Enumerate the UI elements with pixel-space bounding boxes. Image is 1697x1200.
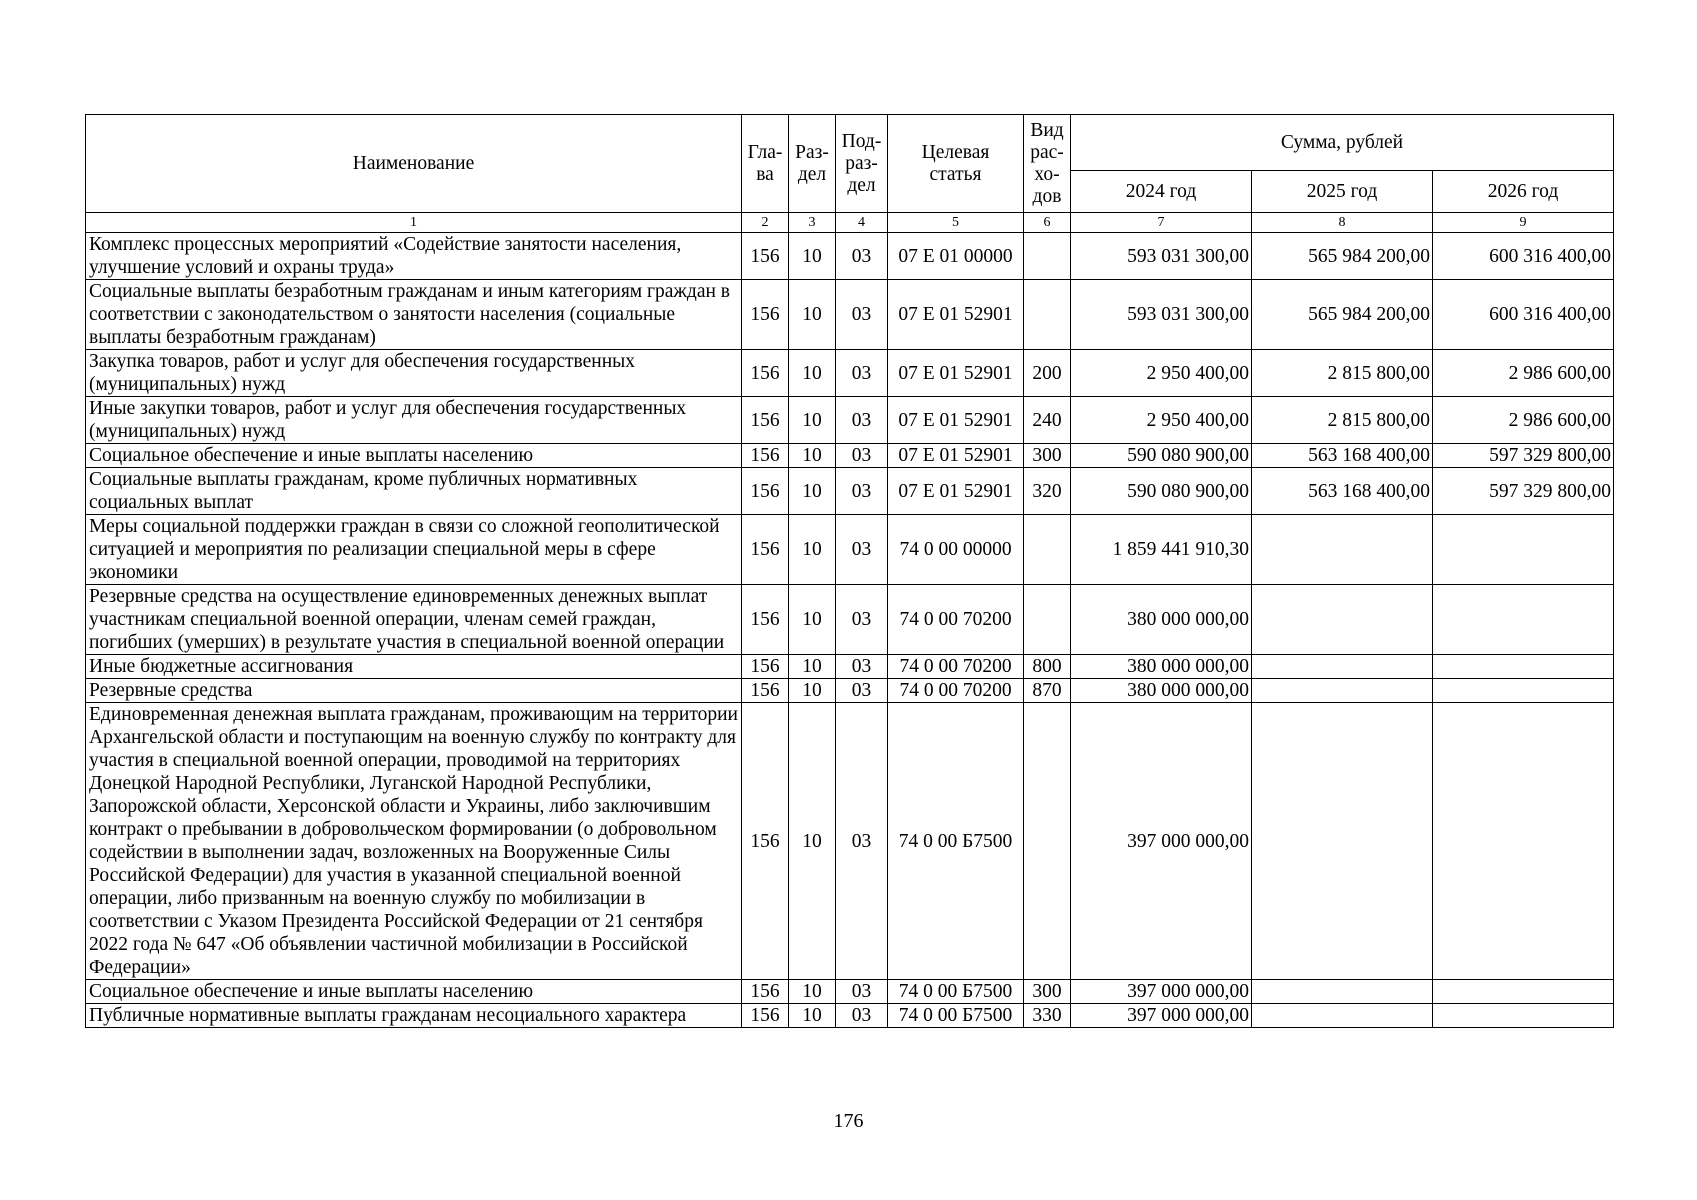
row-amount-2024: 397 000 000,00	[1071, 703, 1252, 980]
row-amount-2026	[1433, 980, 1614, 1004]
column-number: 4	[836, 213, 888, 233]
table-row	[86, 444, 1614, 468]
header-expense-type	[1024, 115, 1071, 213]
row-chapter: 156	[742, 350, 789, 397]
row-target-article: 07 Е 01 52901	[888, 444, 1024, 468]
row-section: 10	[789, 1004, 836, 1028]
row-name: Социальные выплаты гражданам, кроме публичных нормативных социальных выплат	[86, 468, 742, 515]
row-amount-2026: 600 316 400,00	[1433, 233, 1614, 280]
row-target-article: 74 0 00 70200	[888, 585, 1024, 655]
row-amount-2025: 563 168 400,00	[1252, 444, 1433, 468]
header-year-2026: 2026 год	[1433, 171, 1614, 213]
row-expense-type: 320	[1024, 468, 1071, 515]
row-section: 10	[789, 350, 836, 397]
row-subsection: 03	[836, 1004, 888, 1028]
row-amount-2026: 597 329 800,00	[1433, 444, 1614, 468]
row-amount-2025	[1252, 585, 1433, 655]
row-amount-2024: 380 000 000,00	[1071, 655, 1252, 679]
row-amount-2024: 1 859 441 910,30	[1071, 515, 1252, 585]
header-sum-group: Сумма, рублей	[1071, 115, 1614, 171]
row-amount-2025	[1252, 655, 1433, 679]
row-name: Резервные средства на осуществление единовременных денежных выплат участникам специальной военной операции, членам семей граждан, погибших (умерших) в результате участия в специальной военной операции	[86, 585, 742, 655]
row-expense-type: 330	[1024, 1004, 1071, 1028]
row-amount-2025	[1252, 703, 1433, 980]
row-target-article: 74 0 00 00000	[888, 515, 1024, 585]
row-amount-2025	[1252, 980, 1433, 1004]
row-section: 10	[789, 233, 836, 280]
row-chapter: 156	[742, 585, 789, 655]
row-chapter: 156	[742, 703, 789, 980]
row-amount-2026	[1433, 655, 1614, 679]
table-row	[86, 350, 1614, 397]
row-amount-2025: 2 815 800,00	[1252, 397, 1433, 444]
column-number: 8	[1252, 213, 1433, 233]
row-section: 10	[789, 397, 836, 444]
row-amount-2026	[1433, 515, 1614, 585]
row-chapter: 156	[742, 980, 789, 1004]
row-name: Публичные нормативные выплаты гражданам несоциального характера	[86, 1004, 742, 1028]
row-section: 10	[789, 679, 836, 703]
row-amount-2026: 600 316 400,00	[1433, 280, 1614, 350]
column-number-row	[86, 213, 1614, 233]
row-chapter: 156	[742, 397, 789, 444]
column-number: 2	[742, 213, 789, 233]
row-expense-type	[1024, 703, 1071, 980]
row-amount-2026: 2 986 600,00	[1433, 350, 1614, 397]
row-amount-2024: 590 080 900,00	[1071, 444, 1252, 468]
row-expense-type: 200	[1024, 350, 1071, 397]
row-target-article: 07 Е 01 00000	[888, 233, 1024, 280]
row-amount-2025	[1252, 515, 1433, 585]
row-amount-2024: 397 000 000,00	[1071, 980, 1252, 1004]
row-section: 10	[789, 515, 836, 585]
header-name: Наименование	[86, 115, 742, 213]
row-name: Единовременная денежная выплата гражданам, проживающим на территории Архангельской области и поступающим на военную службу по контракту для участия в специальной военной операции, проводимой на территориях Донецкой Народной Республики, Луганской Народной Республики, Запорожской области, Херсонской области и Украины, либо заключившим контракт о пребывании в добровольческом формировании (о добровольном содействии в выполнении задач, возложенных на Вооруженные Силы Российской Федерации) для участия в указанной специальной военной операции, либо призванным на военную службу по мобилизации в соответствии с Указом Президента Российской Федерации от 21 сентября 2022 года № 647 «Об объявлении частичной мобилизации в Российской Федерации»	[86, 703, 742, 980]
row-subsection: 03	[836, 397, 888, 444]
table-row	[86, 585, 1614, 655]
row-amount-2024: 380 000 000,00	[1071, 585, 1252, 655]
row-name: Социальные выплаты безработным гражданам и иным категориям граждан в соответствии с законодательством о занятости населения (социальные выплаты безработным гражданам)	[86, 280, 742, 350]
row-section: 10	[789, 655, 836, 679]
row-chapter: 156	[742, 679, 789, 703]
header-subsection	[836, 115, 888, 213]
row-section: 10	[789, 980, 836, 1004]
row-target-article: 74 0 00 Б7500	[888, 980, 1024, 1004]
row-amount-2026	[1433, 679, 1614, 703]
row-chapter: 156	[742, 468, 789, 515]
row-chapter: 156	[742, 655, 789, 679]
row-expense-type	[1024, 280, 1071, 350]
row-target-article: 07 Е 01 52901	[888, 280, 1024, 350]
table-row	[86, 233, 1614, 280]
row-section: 10	[789, 280, 836, 350]
header-year-2024: 2024 год	[1071, 171, 1252, 213]
header-label-chapter: Гла- ва	[747, 141, 783, 185]
row-amount-2025: 563 168 400,00	[1252, 468, 1433, 515]
row-expense-type: 300	[1024, 444, 1071, 468]
column-number: 3	[789, 213, 836, 233]
table-row	[86, 1004, 1614, 1028]
row-section: 10	[789, 585, 836, 655]
column-number: 5	[888, 213, 1024, 233]
row-name: Социальное обеспечение и иные выплаты населению	[86, 980, 742, 1004]
header-label-expense_type: Вид рас- хо- дов	[1030, 119, 1064, 207]
row-amount-2025	[1252, 679, 1433, 703]
row-amount-2026: 597 329 800,00	[1433, 468, 1614, 515]
row-section: 10	[789, 468, 836, 515]
row-expense-type	[1024, 515, 1071, 585]
table-row	[86, 679, 1614, 703]
table-row	[86, 703, 1614, 980]
row-target-article: 07 Е 01 52901	[888, 397, 1024, 444]
header-label-subsection: Под- раз- дел	[841, 130, 882, 196]
row-chapter: 156	[742, 233, 789, 280]
column-number: 1	[86, 213, 742, 233]
budget-table	[85, 114, 1614, 1028]
column-number: 7	[1071, 213, 1252, 233]
row-subsection: 03	[836, 585, 888, 655]
column-number: 9	[1433, 213, 1614, 233]
page-number: 176	[833, 1110, 864, 1132]
column-number: 6	[1024, 213, 1071, 233]
row-chapter: 156	[742, 444, 789, 468]
row-amount-2024: 593 031 300,00	[1071, 233, 1252, 280]
row-expense-type	[1024, 585, 1071, 655]
table-row	[86, 280, 1614, 350]
row-name: Иные бюджетные ассигнования	[86, 655, 742, 679]
row-amount-2025: 2 815 800,00	[1252, 350, 1433, 397]
row-name: Социальное обеспечение и иные выплаты населению	[86, 444, 742, 468]
row-target-article: 74 0 00 Б7500	[888, 1004, 1024, 1028]
row-name: Закупка товаров, работ и услуг для обеспечения государственных (муниципальных) нужд	[86, 350, 742, 397]
row-name: Резервные средства	[86, 679, 742, 703]
row-target-article: 74 0 00 70200	[888, 655, 1024, 679]
row-expense-type: 800	[1024, 655, 1071, 679]
row-amount-2024: 2 950 400,00	[1071, 350, 1252, 397]
row-subsection: 03	[836, 703, 888, 980]
header-target: Целевая статья	[888, 115, 1024, 213]
table-row	[86, 515, 1614, 585]
row-section: 10	[789, 444, 836, 468]
row-section: 10	[789, 703, 836, 980]
row-amount-2025: 565 984 200,00	[1252, 280, 1433, 350]
row-name: Иные закупки товаров, работ и услуг для обеспечения государственных (муниципальных) нужд	[86, 397, 742, 444]
header-year-2025: 2025 год	[1252, 171, 1433, 213]
row-amount-2026	[1433, 1004, 1614, 1028]
row-subsection: 03	[836, 515, 888, 585]
header-label-section: Раз- дел	[795, 141, 829, 185]
row-amount-2025	[1252, 1004, 1433, 1028]
row-subsection: 03	[836, 280, 888, 350]
row-amount-2024: 397 000 000,00	[1071, 1004, 1252, 1028]
table-row	[86, 655, 1614, 679]
row-subsection: 03	[836, 350, 888, 397]
row-subsection: 03	[836, 980, 888, 1004]
row-chapter: 156	[742, 280, 789, 350]
row-expense-type	[1024, 233, 1071, 280]
row-amount-2024: 2 950 400,00	[1071, 397, 1252, 444]
table-row	[86, 980, 1614, 1004]
row-name: Комплекс процессных мероприятий «Содействие занятости населения, улучшение условий и охраны труда»	[86, 233, 742, 280]
table-row	[86, 468, 1614, 515]
table-row	[86, 397, 1614, 444]
row-amount-2024: 380 000 000,00	[1071, 679, 1252, 703]
row-target-article: 74 0 00 Б7500	[888, 703, 1024, 980]
row-amount-2024: 593 031 300,00	[1071, 280, 1252, 350]
row-chapter: 156	[742, 515, 789, 585]
row-subsection: 03	[836, 679, 888, 703]
row-amount-2026	[1433, 703, 1614, 980]
row-target-article: 74 0 00 70200	[888, 679, 1024, 703]
row-name: Меры социальной поддержки граждан в связи со сложной геополитической ситуацией и мероприятия по реализации специальной меры в сфере экономики	[86, 515, 742, 585]
row-target-article: 07 Е 01 52901	[888, 468, 1024, 515]
row-expense-type: 300	[1024, 980, 1071, 1004]
row-subsection: 03	[836, 468, 888, 515]
row-expense-type: 870	[1024, 679, 1071, 703]
row-subsection: 03	[836, 655, 888, 679]
row-target-article: 07 Е 01 52901	[888, 350, 1024, 397]
row-subsection: 03	[836, 444, 888, 468]
header-section	[789, 115, 836, 213]
row-subsection: 03	[836, 233, 888, 280]
row-amount-2026	[1433, 585, 1614, 655]
row-expense-type: 240	[1024, 397, 1071, 444]
row-amount-2025: 565 984 200,00	[1252, 233, 1433, 280]
row-amount-2026: 2 986 600,00	[1433, 397, 1614, 444]
row-chapter: 156	[742, 1004, 789, 1028]
row-amount-2024: 590 080 900,00	[1071, 468, 1252, 515]
header-chapter	[742, 115, 789, 213]
